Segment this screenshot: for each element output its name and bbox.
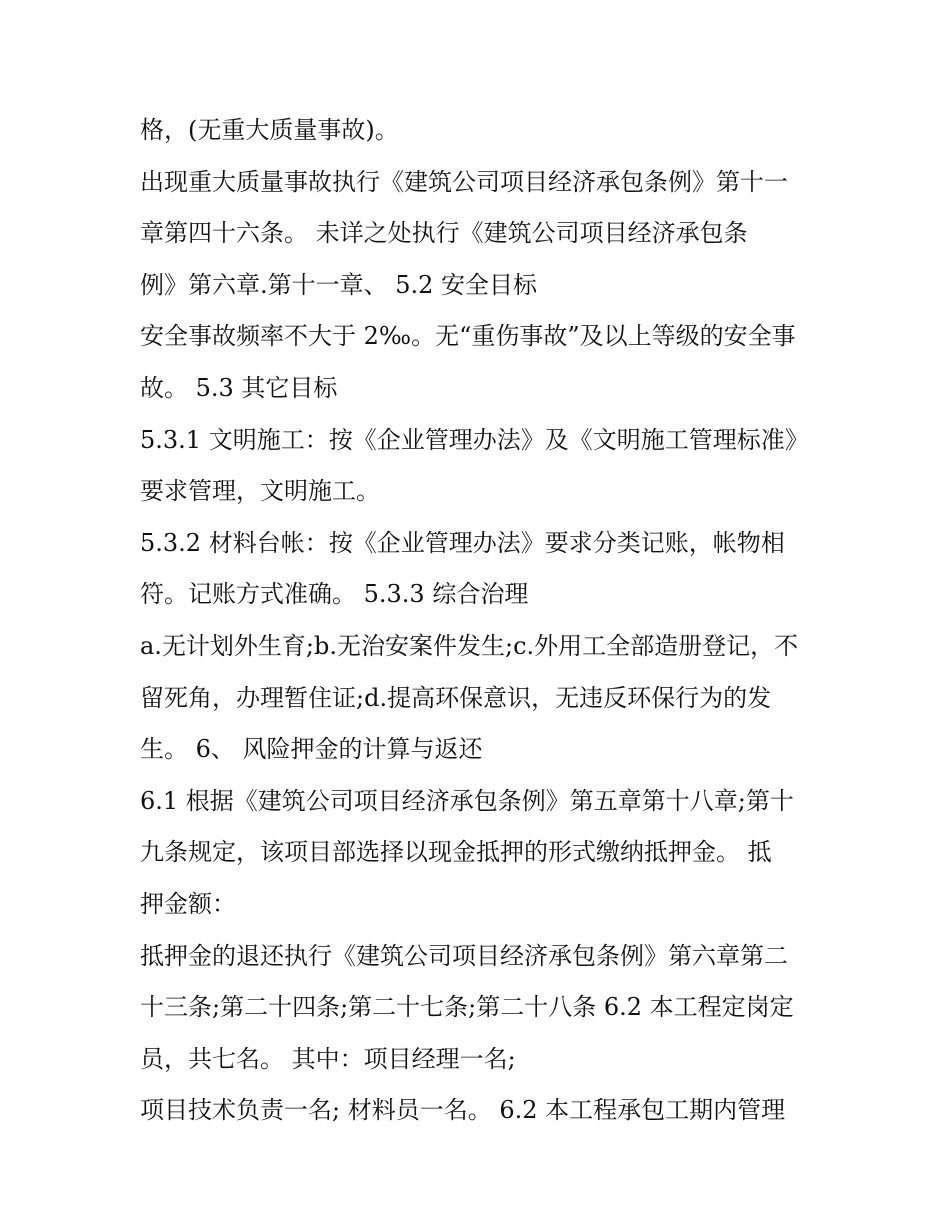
text-line: 项目技术负责一名; 材料员一名。 6.2 本工程承包工期内管理 [140, 1096, 786, 1125]
text-line: 5.3.1 文明施工：按《企业管理办法》及《文明施工管理标准》 [140, 425, 809, 454]
text-line: 留死角，办理暂住证;d.提高环保意识，无违反环保行为的发 [140, 683, 772, 712]
text-line: 出现重大质量事故执行《建筑公司项目经济承包条例》第十一 [140, 167, 788, 196]
text-line: 押金额： [140, 889, 236, 918]
text-line: 要求管理，文明施工。 [140, 477, 380, 506]
text-line: 章第四十六条。 未详之处执行《建筑公司项目经济承包条 [140, 219, 748, 248]
text-line: 九条规定，该项目部选择以现金抵押的形式缴纳抵押金。 抵 [140, 838, 772, 867]
text-line: 十三条;第二十四条;第二十七条;第二十八条 6.2 本工程定岗定 [140, 993, 794, 1022]
document-body [140, 108, 830, 1140]
text-line: 6.1 根据《建筑公司项目经济承包条例》第五章第十八章;第十 [140, 786, 794, 815]
text-line: 格，(无重大质量事故)。 [140, 116, 399, 144]
text-line: 安全事故频率不大于 2‰。无“重伤事故”及以上等级的安全事 [140, 322, 796, 351]
text-line: 抵押金的退还执行《建筑公司项目经济承包条例》第六章第二 [140, 941, 788, 970]
text-line: 例》第六章.第十一章、 5.2 安全目标 [140, 270, 538, 299]
text-line: 5.3.2 材料台帐：按《企业管理办法》要求分类记账，帐物相 [140, 528, 785, 557]
text-line: 员，共七名。 其中：项目经理一名; [140, 1044, 516, 1073]
text-line: 生。 6、 风险押金的计算与返还 [140, 735, 483, 764]
text-line: 符。记账方式准确。 5.3.3 综合治理 [140, 580, 529, 609]
text-line: a.无计划外生育;b.无治安案件发生;c.外用工全部造册登记，不 [140, 631, 799, 660]
text-line: 故。 5.3 其它目标 [140, 373, 338, 402]
